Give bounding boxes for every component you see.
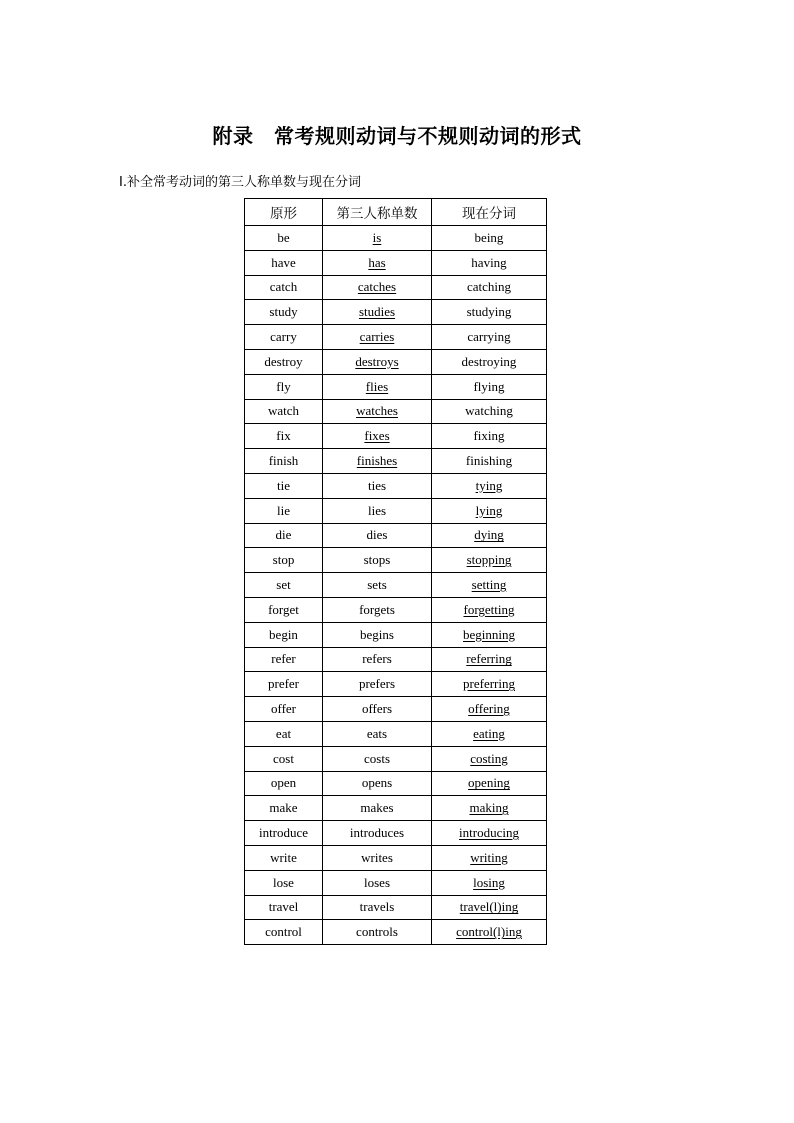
cell-base-form: control bbox=[245, 920, 323, 945]
cell-base-form: forget bbox=[245, 597, 323, 622]
table-row bbox=[245, 399, 547, 424]
cell-present-participle: stopping bbox=[432, 548, 547, 573]
table-row bbox=[245, 424, 547, 449]
cell-third-person: forgets bbox=[323, 597, 432, 622]
cell-base-form: eat bbox=[245, 721, 323, 746]
cell-present-participle: watching bbox=[432, 399, 547, 424]
cell-third-person: carries bbox=[323, 325, 432, 350]
table-row bbox=[245, 920, 547, 945]
table-row bbox=[245, 250, 547, 275]
cell-third-person: makes bbox=[323, 796, 432, 821]
cell-base-form: make bbox=[245, 796, 323, 821]
cell-third-person: fixes bbox=[323, 424, 432, 449]
cell-third-person: prefers bbox=[323, 672, 432, 697]
cell-third-person: travels bbox=[323, 895, 432, 920]
cell-base-form: stop bbox=[245, 548, 323, 573]
cell-base-form: tie bbox=[245, 473, 323, 498]
cell-base-form: study bbox=[245, 300, 323, 325]
cell-present-participle: setting bbox=[432, 573, 547, 598]
table-row bbox=[245, 771, 547, 796]
cell-third-person: studies bbox=[323, 300, 432, 325]
cell-third-person: eats bbox=[323, 721, 432, 746]
cell-base-form: destroy bbox=[245, 349, 323, 374]
cell-present-participle: making bbox=[432, 796, 547, 821]
page-title: 附录 常考规则动词与不规则动词的形式 bbox=[212, 124, 582, 148]
cell-base-form: lose bbox=[245, 870, 323, 895]
cell-present-participle: writing bbox=[432, 845, 547, 870]
cell-present-participle: eating bbox=[432, 721, 547, 746]
table-row bbox=[245, 746, 547, 771]
table-body bbox=[245, 226, 547, 945]
cell-base-form: fly bbox=[245, 374, 323, 399]
table-row bbox=[245, 672, 547, 697]
cell-base-form: refer bbox=[245, 647, 323, 672]
table-row bbox=[245, 523, 547, 548]
cell-third-person: lies bbox=[323, 498, 432, 523]
header-third-person: 第三人称单数 bbox=[323, 199, 432, 226]
table-row bbox=[245, 697, 547, 722]
cell-present-participle: lying bbox=[432, 498, 547, 523]
table-row bbox=[245, 349, 547, 374]
table-row bbox=[245, 573, 547, 598]
table-row bbox=[245, 870, 547, 895]
header-base-form: 原形 bbox=[245, 199, 323, 226]
cell-base-form: be bbox=[245, 226, 323, 251]
cell-third-person: destroys bbox=[323, 349, 432, 374]
cell-base-form: watch bbox=[245, 399, 323, 424]
cell-base-form: catch bbox=[245, 275, 323, 300]
cell-base-form: offer bbox=[245, 697, 323, 722]
table-row bbox=[245, 548, 547, 573]
cell-present-participle: finishing bbox=[432, 449, 547, 474]
table-row bbox=[245, 597, 547, 622]
table-row bbox=[245, 622, 547, 647]
cell-present-participle: destroying bbox=[432, 349, 547, 374]
cell-present-participle: travel(l)ing bbox=[432, 895, 547, 920]
cell-present-participle: carrying bbox=[432, 325, 547, 350]
cell-present-participle: offering bbox=[432, 697, 547, 722]
table-row bbox=[245, 721, 547, 746]
cell-third-person: writes bbox=[323, 845, 432, 870]
cell-third-person: opens bbox=[323, 771, 432, 796]
cell-present-participle: costing bbox=[432, 746, 547, 771]
cell-third-person: stops bbox=[323, 548, 432, 573]
cell-present-participle: control(l)ing bbox=[432, 920, 547, 945]
cell-base-form: lie bbox=[245, 498, 323, 523]
cell-base-form: open bbox=[245, 771, 323, 796]
table-row bbox=[245, 473, 547, 498]
header-present-participle: 现在分词 bbox=[432, 199, 547, 226]
cell-third-person: offers bbox=[323, 697, 432, 722]
cell-third-person: ties bbox=[323, 473, 432, 498]
cell-third-person: sets bbox=[323, 573, 432, 598]
cell-base-form: set bbox=[245, 573, 323, 598]
cell-present-participle: fixing bbox=[432, 424, 547, 449]
cell-base-form: begin bbox=[245, 622, 323, 647]
header-row bbox=[245, 199, 547, 226]
table-row bbox=[245, 845, 547, 870]
cell-base-form: cost bbox=[245, 746, 323, 771]
cell-base-form: introduce bbox=[245, 821, 323, 846]
cell-present-participle: studying bbox=[432, 300, 547, 325]
cell-base-form: prefer bbox=[245, 672, 323, 697]
cell-third-person: refers bbox=[323, 647, 432, 672]
table-row bbox=[245, 449, 547, 474]
cell-third-person: catches bbox=[323, 275, 432, 300]
cell-present-participle: flying bbox=[432, 374, 547, 399]
cell-third-person: introduces bbox=[323, 821, 432, 846]
table-header bbox=[245, 199, 547, 226]
table-row bbox=[245, 226, 547, 251]
table-row bbox=[245, 374, 547, 399]
cell-present-participle: having bbox=[432, 250, 547, 275]
cell-present-participle: dying bbox=[432, 523, 547, 548]
cell-present-participle: referring bbox=[432, 647, 547, 672]
cell-base-form: have bbox=[245, 250, 323, 275]
table-row bbox=[245, 325, 547, 350]
table-row bbox=[245, 498, 547, 523]
cell-present-participle: tying bbox=[432, 473, 547, 498]
cell-present-participle: catching bbox=[432, 275, 547, 300]
section-heading: Ⅰ.补全常考动词的第三人称单数与现在分词 bbox=[119, 175, 361, 190]
cell-third-person: finishes bbox=[323, 449, 432, 474]
table-row bbox=[245, 275, 547, 300]
cell-present-participle: preferring bbox=[432, 672, 547, 697]
cell-third-person: begins bbox=[323, 622, 432, 647]
cell-third-person: dies bbox=[323, 523, 432, 548]
table-row bbox=[245, 821, 547, 846]
table-row bbox=[245, 300, 547, 325]
table-row bbox=[245, 895, 547, 920]
cell-base-form: travel bbox=[245, 895, 323, 920]
cell-third-person: is bbox=[323, 226, 432, 251]
cell-present-participle: forgetting bbox=[432, 597, 547, 622]
cell-present-participle: losing bbox=[432, 870, 547, 895]
table-row bbox=[245, 796, 547, 821]
cell-third-person: costs bbox=[323, 746, 432, 771]
verb-forms-table bbox=[244, 198, 547, 945]
cell-base-form: finish bbox=[245, 449, 323, 474]
cell-present-participle: being bbox=[432, 226, 547, 251]
cell-third-person: controls bbox=[323, 920, 432, 945]
table-row bbox=[245, 647, 547, 672]
cell-present-participle: beginning bbox=[432, 622, 547, 647]
cell-third-person: loses bbox=[323, 870, 432, 895]
cell-base-form: carry bbox=[245, 325, 323, 350]
cell-third-person: watches bbox=[323, 399, 432, 424]
cell-present-participle: opening bbox=[432, 771, 547, 796]
cell-present-participle: introducing bbox=[432, 821, 547, 846]
cell-base-form: write bbox=[245, 845, 323, 870]
cell-third-person: flies bbox=[323, 374, 432, 399]
cell-base-form: fix bbox=[245, 424, 323, 449]
cell-base-form: die bbox=[245, 523, 323, 548]
cell-third-person: has bbox=[323, 250, 432, 275]
